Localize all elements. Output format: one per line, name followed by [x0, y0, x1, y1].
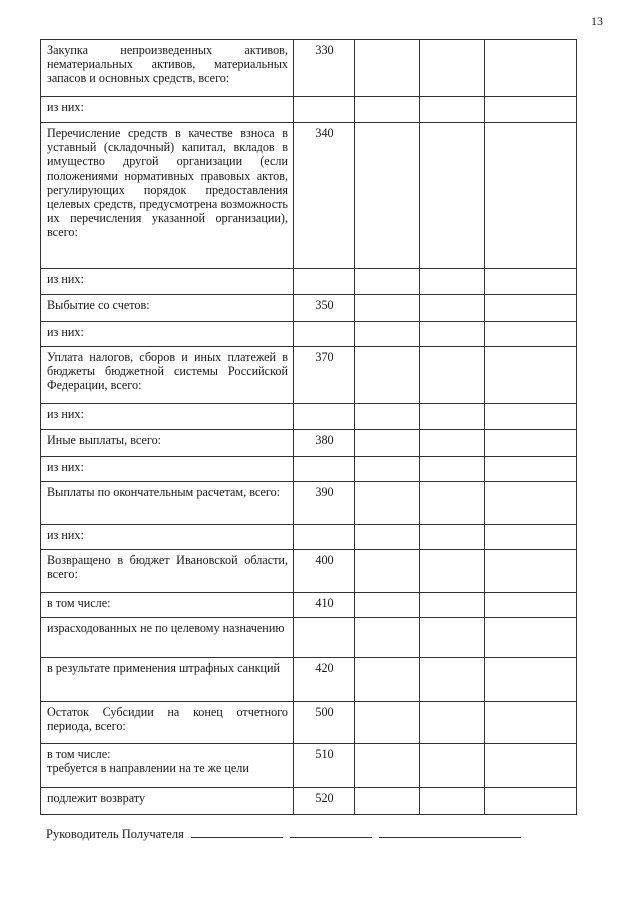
signature-label: Руководитель Получателя: [46, 827, 184, 841]
value-cell: [485, 457, 577, 482]
page-number: 13: [591, 14, 603, 28]
value-cell: [355, 550, 420, 593]
row-description: в том числе:: [41, 593, 294, 618]
table-row: [41, 593, 577, 618]
value-cell: [485, 658, 577, 702]
value-cell: [420, 788, 485, 815]
value-cell: [485, 525, 577, 550]
value-cell: [485, 269, 577, 295]
value-cell: [420, 123, 485, 269]
value-cell: [420, 404, 485, 430]
value-cell: [355, 269, 420, 295]
row-code: [294, 269, 355, 295]
value-cell: [355, 788, 420, 815]
value-cell: [420, 347, 485, 404]
row-description: Иные выплаты, всего:: [41, 430, 294, 457]
row-code: [294, 97, 355, 123]
value-cell: [355, 40, 420, 97]
row-description: из них:: [41, 525, 294, 550]
table-row: [41, 269, 577, 295]
value-cell: [355, 702, 420, 744]
value-cell: [485, 550, 577, 593]
value-cell: [485, 322, 577, 347]
value-cell: [355, 744, 420, 788]
signature-line: [46, 826, 521, 842]
table-row: [41, 744, 577, 788]
table-row: [41, 404, 577, 430]
row-code: 340: [294, 123, 355, 269]
row-description: подлежит возврату: [41, 788, 294, 815]
value-cell: [420, 40, 485, 97]
table-row: [41, 658, 577, 702]
row-code: 350: [294, 295, 355, 322]
value-cell: [420, 269, 485, 295]
row-code: [294, 525, 355, 550]
table-row: [41, 525, 577, 550]
value-cell: [485, 97, 577, 123]
value-cell: [485, 430, 577, 457]
row-description-line: требуется в направлении на те же цели: [47, 761, 249, 776]
table-row: [41, 295, 577, 322]
table-row: [41, 618, 577, 658]
value-cell: [355, 295, 420, 322]
row-code: [294, 322, 355, 347]
row-code: 400: [294, 550, 355, 593]
row-description: Выбытие со счетов:: [41, 295, 294, 322]
row-description: из них:: [41, 457, 294, 482]
row-description: из них:: [41, 97, 294, 123]
value-cell: [420, 550, 485, 593]
value-cell: [355, 123, 420, 269]
signature-blank: [379, 826, 521, 838]
value-cell: [420, 457, 485, 482]
value-cell: [355, 97, 420, 123]
table-row: [41, 550, 577, 593]
value-cell: [355, 525, 420, 550]
row-code: 370: [294, 347, 355, 404]
table-row: [41, 123, 577, 269]
row-description: из них:: [41, 404, 294, 430]
value-cell: [355, 618, 420, 658]
value-cell: [485, 404, 577, 430]
table-row: [41, 40, 577, 97]
table-row: [41, 322, 577, 347]
value-cell: [485, 347, 577, 404]
table-row: [41, 482, 577, 525]
row-description: Остаток Субсидии на конец отчетного периода, всего:: [41, 702, 294, 744]
row-description-line: в том числе:: [47, 747, 111, 761]
row-code: 510: [294, 744, 355, 788]
row-description: в результате применения штрафных санкций: [41, 658, 294, 702]
value-cell: [420, 322, 485, 347]
row-code: 380: [294, 430, 355, 457]
row-description: из них:: [41, 269, 294, 295]
report-table: [40, 39, 577, 815]
value-cell: [485, 482, 577, 525]
value-cell: [420, 525, 485, 550]
row-code: 420: [294, 658, 355, 702]
value-cell: [420, 430, 485, 457]
row-code: 330: [294, 40, 355, 97]
table-row: [41, 457, 577, 482]
row-code: [294, 457, 355, 482]
row-description: из них:: [41, 322, 294, 347]
value-cell: [485, 788, 577, 815]
row-description: Перечисление средств в качестве взноса в уставный (складочный) капитал, вкладов в имущество другой организации (если положениями нормативных правовых актов, регулирующих порядок предоставления целевых средств, предусмотрена возможность их перечисления указанной организации), всего:: [41, 123, 294, 269]
row-description: Возвращено в бюджет Ивановской области, всего:: [41, 550, 294, 593]
row-description: Уплата налогов, сборов и иных платежей в бюджеты бюджетной системы Российской Федерации, всего:: [41, 347, 294, 404]
value-cell: [355, 457, 420, 482]
table-row: [41, 430, 577, 457]
value-cell: [485, 593, 577, 618]
row-code: 410: [294, 593, 355, 618]
row-description: Закупка непроизведенных активов, нематериальных активов, материальных запасов и основных средств, всего:: [41, 40, 294, 97]
row-code: [294, 618, 355, 658]
row-description: Выплаты по окончательным расчетам, всего:: [41, 482, 294, 525]
value-cell: [420, 482, 485, 525]
value-cell: [485, 123, 577, 269]
value-cell: [485, 40, 577, 97]
value-cell: [420, 593, 485, 618]
row-code: 390: [294, 482, 355, 525]
value-cell: [485, 744, 577, 788]
table-row: [41, 347, 577, 404]
row-description: [41, 744, 294, 788]
value-cell: [485, 702, 577, 744]
value-cell: [420, 295, 485, 322]
row-code: 520: [294, 788, 355, 815]
signature-blank: [290, 826, 372, 838]
row-description: израсходованных не по целевому назначению: [41, 618, 294, 658]
value-cell: [355, 482, 420, 525]
table-row: [41, 702, 577, 744]
value-cell: [355, 347, 420, 404]
value-cell: [485, 295, 577, 322]
value-cell: [420, 618, 485, 658]
value-cell: [485, 618, 577, 658]
value-cell: [420, 702, 485, 744]
value-cell: [420, 744, 485, 788]
value-cell: [355, 322, 420, 347]
value-cell: [355, 404, 420, 430]
row-code: 500: [294, 702, 355, 744]
value-cell: [355, 658, 420, 702]
value-cell: [420, 97, 485, 123]
table-row: [41, 97, 577, 123]
table-row: [41, 788, 577, 815]
row-code: [294, 404, 355, 430]
value-cell: [420, 658, 485, 702]
signature-blank: [191, 826, 283, 838]
value-cell: [355, 593, 420, 618]
value-cell: [355, 430, 420, 457]
